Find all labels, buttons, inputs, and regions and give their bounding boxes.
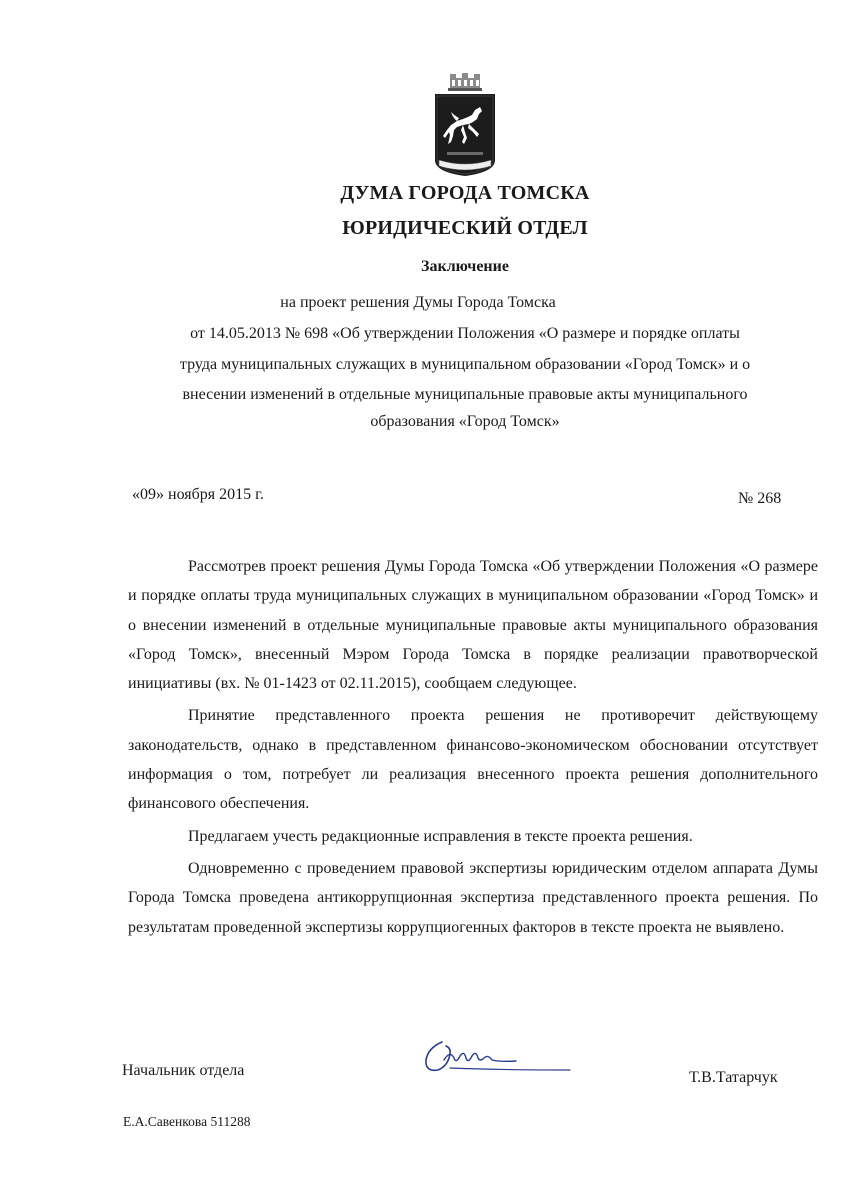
crown-icon — [448, 73, 482, 91]
subject-line: от 14.05.2013 № 698 «Об утверждении Положения «О размере и порядке оплаты — [190, 325, 740, 342]
document-body — [128, 552, 818, 942]
document-number: № 268 — [738, 490, 782, 507]
handwritten-signature — [420, 1030, 580, 1082]
body-paragraph: Принятие представленного проекта решения не противоречит действующему законодательств, однако в представленном финансово-экономическом обосновании отсутствует информация о том, потребует ли реализация внесенного проекта решения дополнительного финансового обеспечения. — [128, 707, 818, 813]
organization-name: ДУМА ГОРОДА ТОМСКА — [340, 182, 590, 204]
signer-name: Т.В.Татарчук — [689, 1069, 778, 1086]
subject-line: труда муниципальных служащих в муниципальном образовании «Город Томск» и о — [179, 356, 751, 373]
body-paragraph: Рассмотрев проект решения Думы Города Томска «Об утверждении Положения «О размере и порядке оплаты труда муниципальных служащих в муниципальном образовании «Город Томск» и о внесении изменений в отдельные муниципальные правовые акты муниципального образования «Город Томск», внесенный Мэром Города Томска в порядке реализации правотворческой инициативы (вх. № 01-1423 от 02.11.2015), сообщаем следующее. — [128, 558, 818, 693]
department-name: ЮРИДИЧЕСКИЙ ОТДЕЛ — [342, 217, 588, 239]
subject-line: на проект решения Думы Города Томска — [280, 294, 556, 311]
body-paragraph: Предлагаем учесть редакционные исправления в тексте проекта решения. — [188, 827, 693, 845]
tomsk-coat-of-arms-icon — [433, 72, 497, 182]
subject-line: внесении изменений в отдельные муниципальные правовые акты муниципального — [182, 386, 748, 403]
document-title: Заключение — [421, 258, 509, 275]
body-paragraph: Одновременно с проведением правовой экспертизы юридическим отделом аппарата Думы Города Томска проведена антикоррупционная экспертиза представленного проекта решения. По результатам проведенной экспертизы коррупциогенных факторов в тексте проекта не выявлено. — [128, 859, 818, 936]
document-date: «09» ноября 2015 г. — [132, 486, 264, 503]
executor-contact: Е.А.Савенкова 511288 — [123, 1114, 251, 1129]
signer-position: Начальник отдела — [122, 1062, 245, 1079]
subject-line: образования «Город Томск» — [370, 413, 560, 430]
